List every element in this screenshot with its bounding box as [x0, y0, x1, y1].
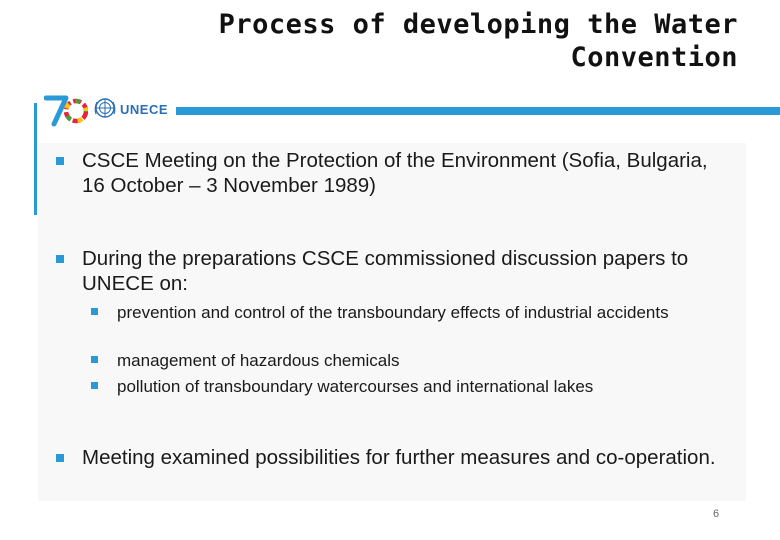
bullet-item [56, 148, 736, 198]
sub-bullet-item [91, 376, 731, 397]
unece-wordmark: UNECE [120, 102, 169, 117]
sub-bullet-item [91, 350, 731, 371]
left-accent-line [34, 103, 37, 215]
bullet-text: During the preparations CSCE commissioned discussion papers to UNECE on: [82, 247, 689, 295]
bullet-item [56, 445, 736, 470]
sub-bullet-item [91, 302, 731, 323]
slide-title: Process of developing the Water Convention [218, 9, 738, 73]
header-accent-bar [176, 107, 780, 115]
sub-bullet-marker-icon [91, 382, 98, 389]
bullet-marker-icon [56, 255, 64, 263]
bullet-marker-icon [56, 157, 64, 165]
page-number: 6 [712, 508, 720, 520]
sub-bullet-text: prevention and control of the transboundary effects of industrial accidents [117, 303, 669, 322]
sub-bullet-marker-icon [91, 356, 98, 363]
logo-70-icon [44, 94, 88, 128]
bullet-text: CSCE Meeting on the Protection of the Environment (Sofia, Bulgaria, 16 October – 3 November 1989) [82, 149, 708, 197]
bullet-text: Meeting examined possibilities for further measures and co-operation. [82, 446, 716, 469]
sub-bullet-text: management of hazardous chemicals [117, 351, 400, 370]
sub-bullet-marker-icon [91, 308, 98, 315]
un-emblem-icon [93, 96, 117, 120]
sub-bullet-text: pollution of transboundary watercourses and international lakes [117, 377, 594, 396]
bullet-marker-icon [56, 454, 64, 462]
bullet-item [56, 246, 736, 296]
